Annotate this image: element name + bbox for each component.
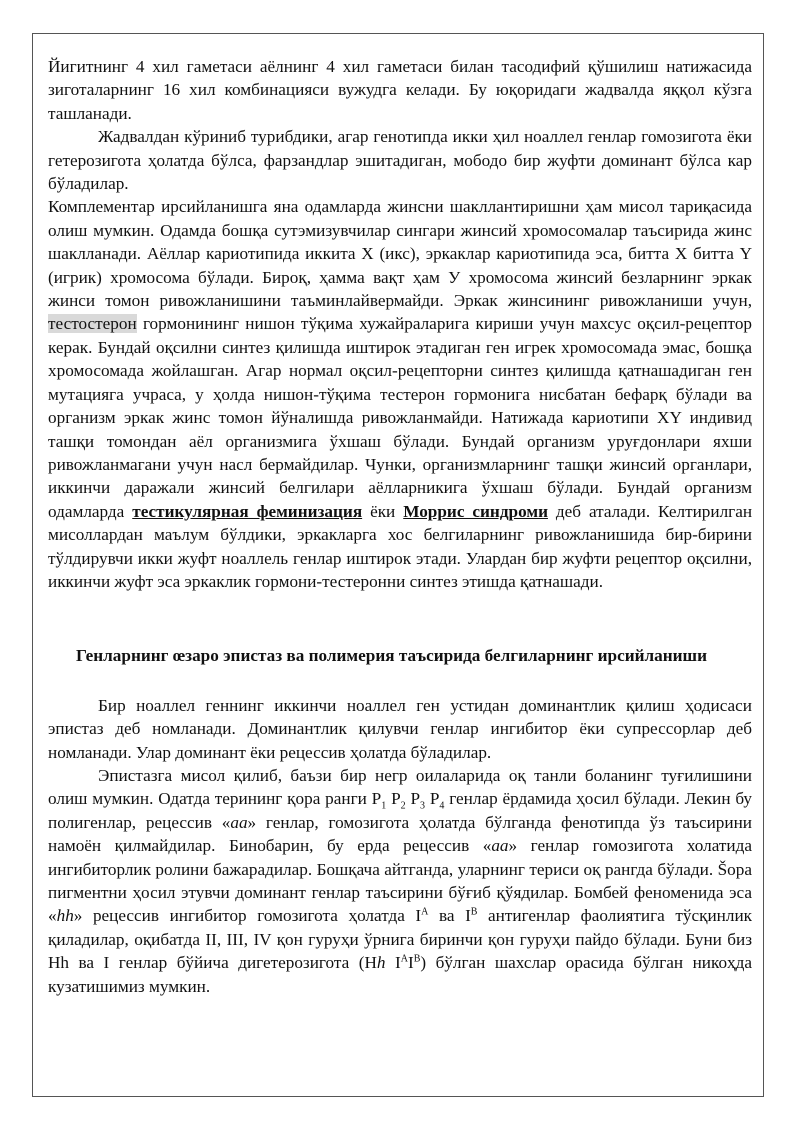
subscript: 2	[400, 800, 406, 812]
italic-genotype: hh	[56, 906, 74, 926]
text-run: » рецессив ингибитор гомозигота ҳолатда I	[73, 906, 422, 926]
term-morris-syndrome: Моррис синдроми	[403, 501, 548, 521]
paragraph-epistasis-definition: Бир ноаллел геннинг иккинчи ноаллел ген устидан доминантлик қилиш ҳодисаси эпистаз деб номланади. Доминантлик қилувчи генлар ингибитор ёки супрессорлар деб номланади. Улар доминант ёки рецессив ҳолатда бўладилар.	[48, 695, 752, 762]
italic-genotype: аа	[491, 836, 509, 856]
text-run: Комплементар ирсийланишга яна одамларда жинсни шакллантиришни ҳам мисол тариқасида олиш мумкин. Одамда бошқа сутэмизувчилар сингари жинсий хромосомалар таъсирида жинс шаклланади. Аёллар кариотипида иккита X (икс), эркаклар кариотипида эса, битта X битта Y (игрик) хромосома бўлади. Бироқ, ҳамма вақт ҳам У хромосома жинсий безларнинг эркак жинси томон ривожланишини таъминлайвермайди. Эркак жинсининг ривожланиши учун,	[48, 197, 752, 311]
superscript: A	[421, 906, 429, 918]
text-run: » генлар гомозигота холатида ингибиторлик ролини бажарадилар. Бошқача айтганда, уларнинг териси оқ рангда бўлади. Šора пигментни ҳосил этувчи доминант генлар таъсирини бўғиб қўядилар. Бомбей феноменида эса «	[48, 836, 753, 926]
term-testicular-feminization: тестикулярная феминизация	[132, 501, 363, 521]
section-heading: Генларнинг œзаро эпистаз ва полимерия таъсирида белгиларнинг ирсийланиши	[76, 646, 707, 666]
text-run: ) бўлган шахслар орасида бўлган никоҳда кузатишимиз мумкин.	[48, 953, 752, 996]
paragraph-complementary	[48, 195, 752, 593]
highlighted-term-testosterone: тестостерон	[48, 314, 137, 334]
text-run: гормонининг нишон тўқима хужайраларига кириши учун махсус оқсил-рецептор керак. Бундай оқсилни синтез қилишда иштирок этадиган ген игрек хромосомада эмас, бошқа хромосомада жойлашган. Агар нормал оқсил-рецепторни синтез қилишда қатнашадиган ген мутацияга учраса, у ҳолда нишон-тўқима тестерон гормонига нисбатан бефарқ бўлади ва организм эркак жинс томон йўналишда ривожланмайди. Натижада кариотипи XY индивид ташқи томондан аёл организмига ўхшаш бўлади. Бундай организм уруғдонлари яхши ривожланмагани учун насл бермайдилар. Чунки, организмларнинг ташқи жинсий органлари, иккинчи даражали жинсий белгилари аёлларникига ўхшаш бўлади. Бундай организм одамларда	[48, 314, 753, 521]
text-run: ва I	[438, 906, 471, 926]
text-run: P	[391, 789, 401, 809]
text-run: генлар ёрдамида ҳосил бўлади. Лекин бу полигенлар, рецессив «	[48, 789, 753, 832]
subscript: 1	[381, 800, 387, 812]
subscript: 3	[420, 800, 426, 812]
superscript: B	[413, 953, 421, 965]
paragraph-gametes: Йигитнинг 4 хил гаметаси аёлнинг 4 хил гаметаси билан тасодифий қўшилиш натижасида зиготаларнинг 16 хил комбинацияси вужудга келади. Бу юқоридаги жадвалда яққол кўзга ташланади.	[48, 57, 752, 123]
superscript: B	[470, 906, 478, 918]
text-run: ёки	[370, 501, 396, 521]
subscript: 4	[439, 800, 445, 812]
paragraph-epistasis-example	[48, 764, 752, 998]
text-run: I	[407, 953, 414, 973]
italic-genotype: h	[376, 953, 386, 973]
text-run: I	[394, 953, 401, 973]
text-run: P	[429, 789, 440, 809]
spacer	[48, 668, 752, 694]
document-body	[48, 55, 752, 998]
superscript: A	[400, 953, 408, 965]
text-run: Эпистазга мисол қилиб, баъзи бир негр оилаларида оқ танли боланинг туғилишини олиш мумкин. Одатда терининг қора ранги P	[48, 765, 752, 809]
text-run: P	[410, 789, 421, 809]
paragraph-table-note: Жадвалдан кўриниб турибдики, агар генотипда икки ҳил ноаллел генлар гомозигота ёки гетерозигота ҳолатда бўлса, фарзандлар эшитадиган, мободо бир жуфти доминант бўлса кар бўладилар.	[48, 127, 752, 194]
text-run: антигенлар фаолиятига тўсқинлик қиладилар, оқибатда II, III, IV қон гуруҳи ўрнига биринчи қон гуруҳи пайдо бўлади. Буни биз Hh ва I генлар бўйича дигетерозигота (H	[48, 906, 752, 973]
text-run: » генлар, гомозигота ҳолатда бўлганда фенотипда ўз таъсирини намоён қилмайдилар. Бинобарин, бу ерда рецессив «	[48, 812, 752, 856]
text-run: деб аталади. Келтирилган мисоллардан маълум бўлдики, эркакларга хос белгиларнинг ривожланишида бир-бирини тўлдирувчи икки жуфт ноаллель генлар иштирок этади. Улардан бир жуфти рецептор оқсилни, иккинчи жуфт эса эркаклик гормони-тестеронни синтез этишда қатнашади.	[48, 501, 753, 591]
italic-genotype: аа	[230, 812, 248, 832]
